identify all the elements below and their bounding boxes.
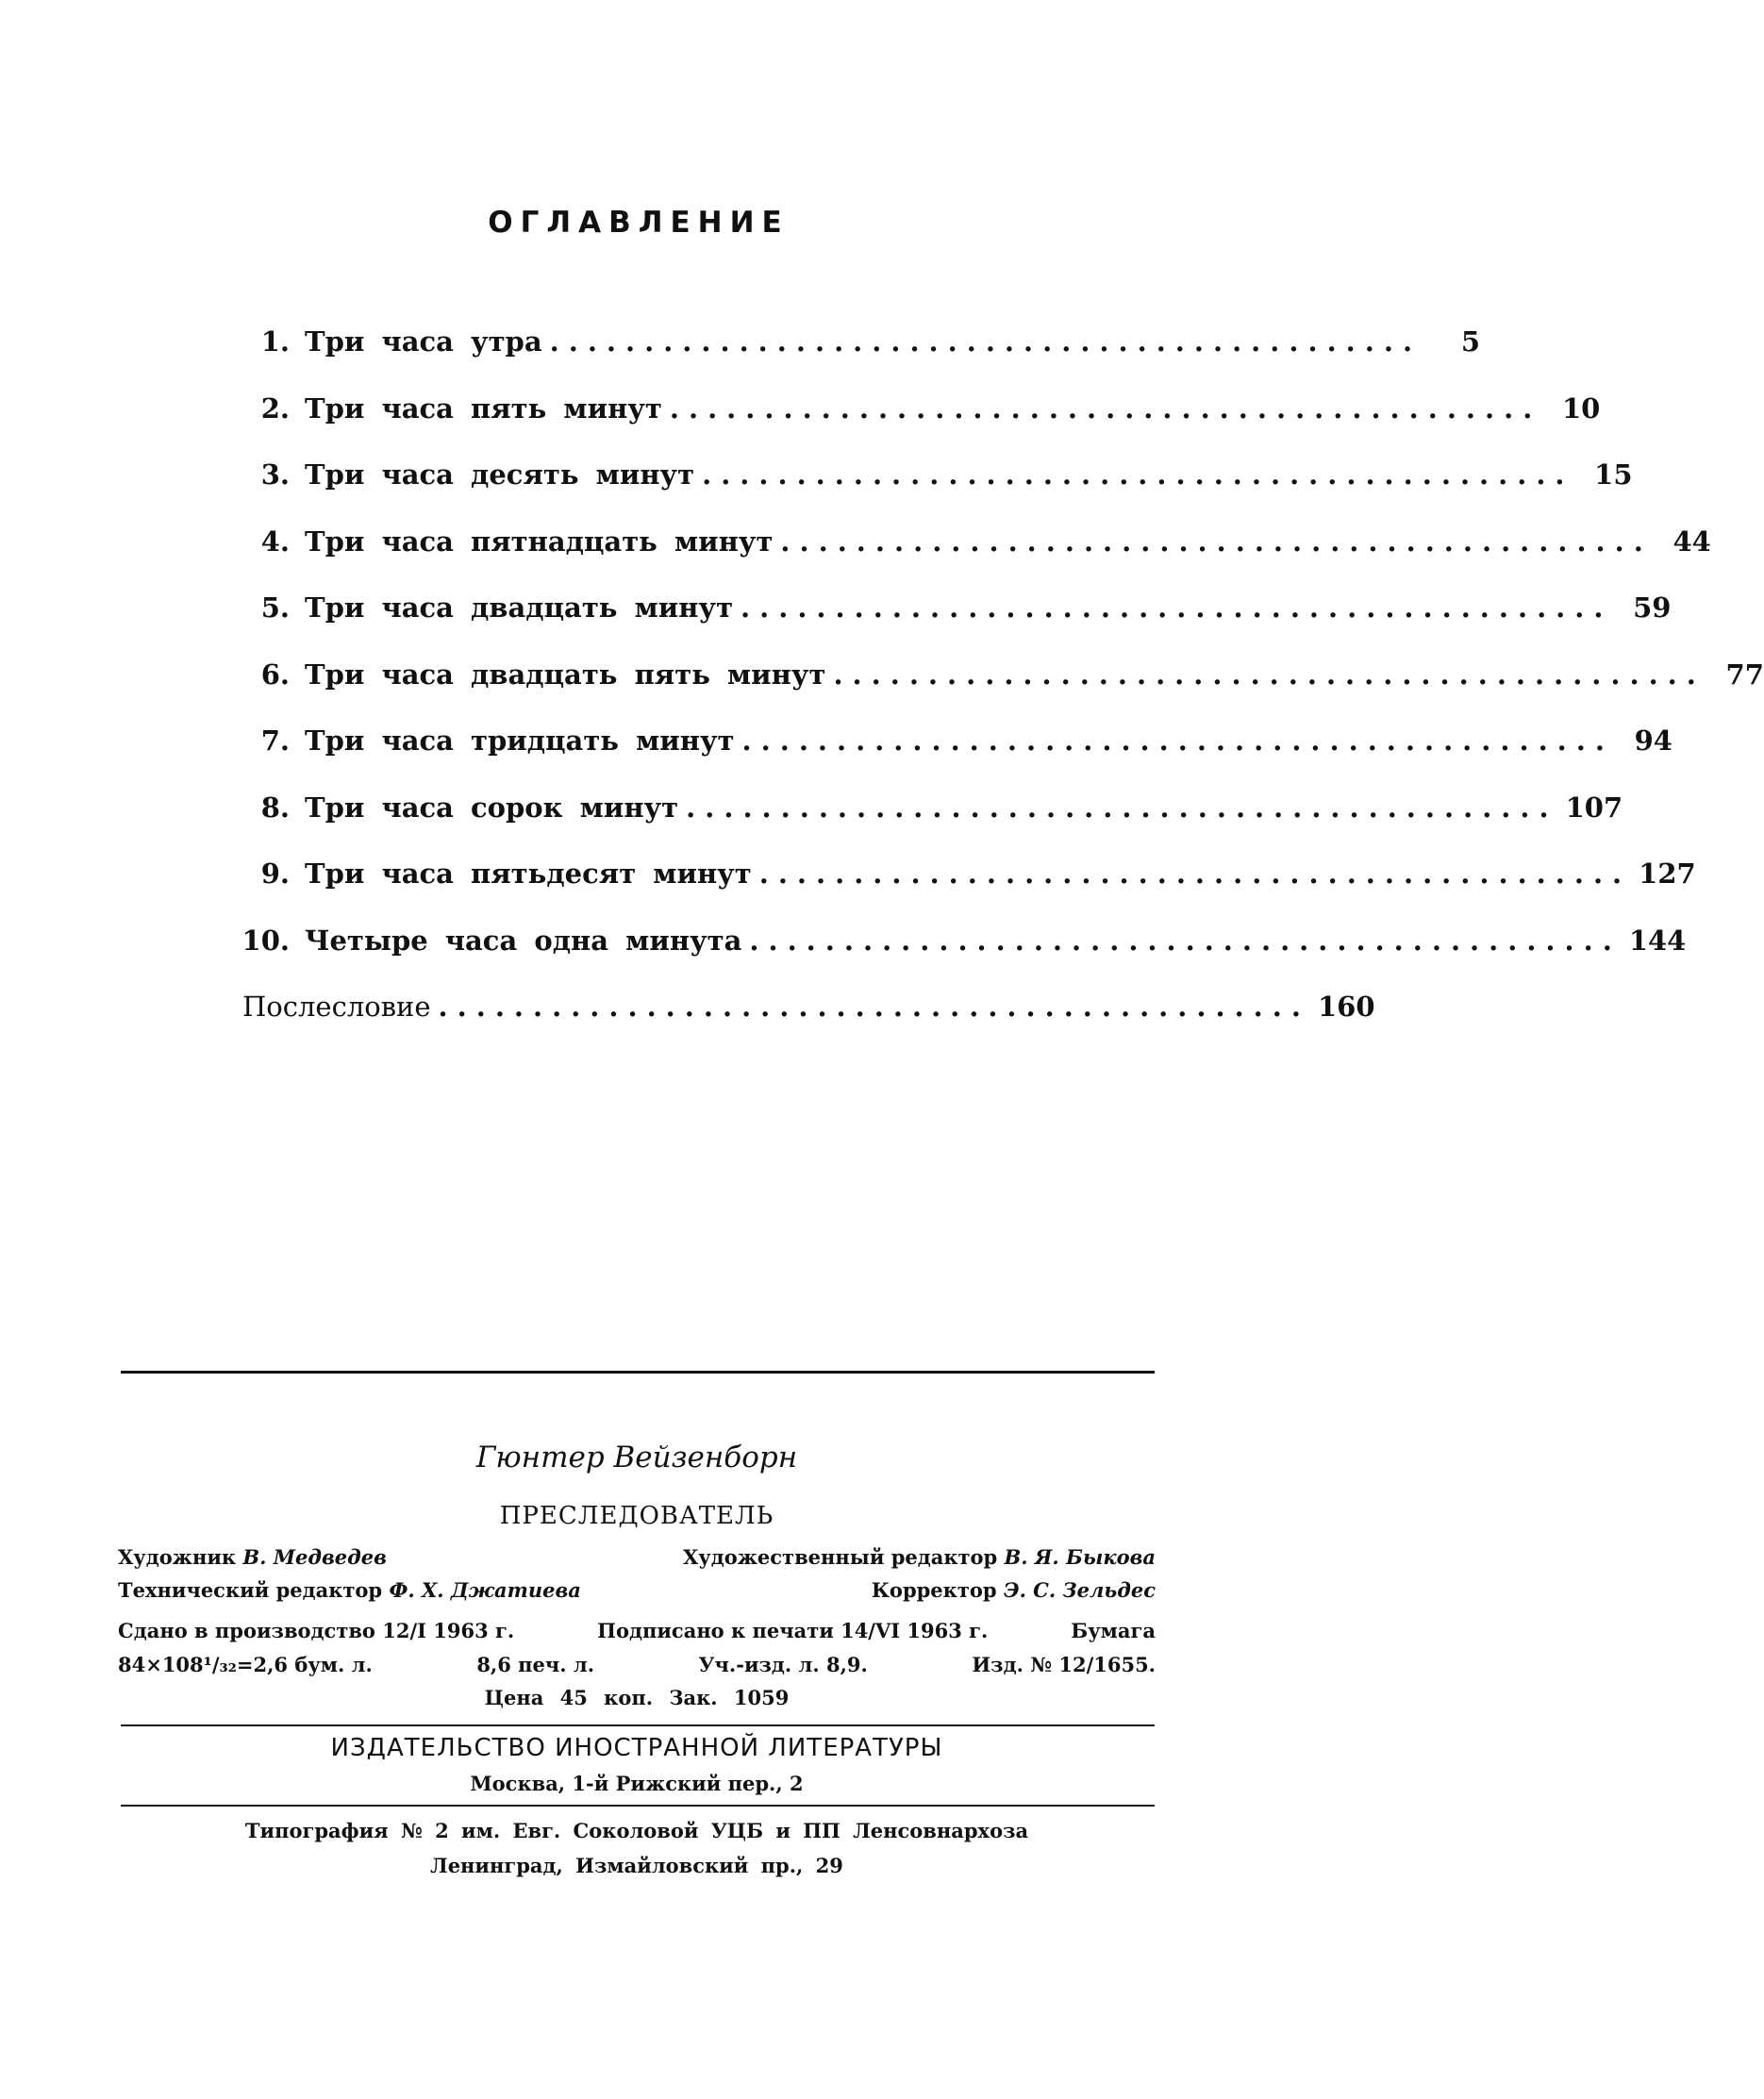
toc-entry-title: Послесловие (242, 991, 431, 1023)
artist-name: В. Медведев (242, 1545, 387, 1569)
toc-entry-page: 94 (1634, 725, 1672, 757)
toc-entry-number: 6. (260, 658, 290, 691)
toc-entry-title: Три часа тридцать минут (305, 725, 735, 757)
toc-entry-page: 77 (1725, 658, 1764, 691)
publisher-sheets: Уч.-изд. л. 8,9. (698, 1653, 868, 1676)
proofreader-label: Корректор (871, 1578, 997, 1602)
toc-entry[interactable] (239, 391, 1601, 459)
toc-entry[interactable] (239, 924, 1687, 991)
edition-number: Изд. № 12/1655. (972, 1653, 1156, 1676)
toc-entry-page: 44 (1672, 525, 1711, 558)
toc-entry-page: 15 (1594, 458, 1633, 491)
toc-entry-title: Четыре часа одна минута (305, 924, 742, 957)
toc-entry-page: 59 (1633, 591, 1672, 624)
toc-entry-number: 7. (260, 725, 290, 757)
toc-entry-number: 3. (260, 458, 290, 491)
toc-entry-title: Три часа сорок минут (305, 791, 679, 824)
toc-entry[interactable] (239, 725, 1672, 791)
submitted-date: Сдано в производство 12/I 1963 г. (118, 1619, 515, 1642)
divider-rule (121, 1805, 1155, 1807)
toc-entry-page: 107 (1565, 791, 1623, 824)
imprint-production-row (118, 1619, 1156, 1642)
signed-date: Подписано к печати 14/VI 1963 г. (597, 1619, 989, 1642)
art-editor-credit (683, 1545, 1156, 1569)
toc-leader-dots: .............................................. (669, 391, 1542, 425)
toc-entry-page: 127 (1639, 858, 1696, 890)
toc-entry-title: Три часа двадцать пять минут (305, 658, 826, 691)
printer-address: Ленинград, Измайловский пр., 29 (430, 1854, 843, 1877)
toc-entry-title: Три часа утра (305, 325, 542, 358)
toc-leader-dots: .............................................. (549, 325, 1423, 358)
toc-entry[interactable] (239, 325, 1481, 392)
price: Цена 45 коп. (484, 1686, 654, 1709)
toc-entry[interactable] (239, 658, 1764, 725)
toc-leader-dots: .............................................. (758, 858, 1632, 890)
toc-entry-page: 5 (1460, 325, 1481, 358)
toc-leader-dots: .............................................. (702, 458, 1574, 491)
publisher-name: ИЗДАТЕЛЬСТВО ИНОСТРАННОЙ ЛИТЕРАТУРЫ (330, 1734, 943, 1762)
format-info: 84×108¹/₃₂=2,6 бум. л. (118, 1653, 373, 1676)
artist-label: Художник (118, 1545, 237, 1569)
toc-entry-afterword[interactable] (239, 991, 1375, 1058)
art-editor-name: В. Я. Быкова (1004, 1545, 1156, 1569)
art-editor-label: Художественный редактор (682, 1545, 998, 1569)
toc-entry-title: Три часа пятьдесят минут (305, 858, 752, 890)
toc-entry[interactable] (239, 791, 1623, 858)
printer-line: Типография № 2 им. Евг. Соколовой УЦБ и ПП Ленсовнархоза (244, 1819, 1029, 1842)
toc-entry-page: 160 (1317, 991, 1375, 1023)
toc-entry-number: 8. (260, 791, 290, 824)
imprint-book-title: ПРЕСЛЕДОВАТЕЛЬ (499, 1502, 774, 1530)
imprint-author: Гюнтер Вейзенборн (475, 1441, 798, 1474)
tech-editor-credit (118, 1578, 581, 1602)
imprint-production-row (118, 1653, 1156, 1676)
toc-entry[interactable] (239, 591, 1672, 658)
divider-rule (121, 1724, 1155, 1726)
toc-entry-page: 10 (1561, 391, 1601, 425)
paper-label: Бумага (1071, 1619, 1156, 1642)
artist-credit (118, 1545, 387, 1569)
toc-entry-number: 2. (260, 391, 290, 425)
publisher-address: Москва, 1-й Рижский пер., 2 (470, 1772, 804, 1795)
toc-leader-dots: .............................................. (780, 525, 1653, 558)
toc-entry-number: 9. (260, 858, 290, 890)
print-sheets: 8,6 печ. л. (476, 1653, 594, 1676)
imprint-staff-row (118, 1545, 1156, 1569)
toc-heading: ОГЛАВЛЕНИЕ (488, 206, 790, 240)
toc-entry-number: 10. (241, 924, 290, 957)
toc-leader-dots: .............................................. (438, 991, 1310, 1023)
toc-entry[interactable] (239, 458, 1633, 525)
toc-entry-number: 5. (260, 591, 290, 624)
toc-leader-dots: .............................................. (741, 725, 1614, 757)
divider-rule (121, 1371, 1155, 1374)
toc-leader-dots: .............................................. (741, 591, 1613, 624)
toc-entry-title: Три часа пять минут (305, 391, 662, 425)
order-number: Зак. 1059 (669, 1686, 790, 1709)
toc-entry-title: Три часа пятнадцать минут (305, 525, 774, 558)
toc-entry-page: 144 (1628, 924, 1687, 957)
table-of-contents (239, 325, 1764, 1058)
tech-editor-name: Ф. Х. Джатиева (389, 1578, 581, 1602)
toc-leader-dots: .............................................. (749, 924, 1622, 957)
imprint-staff-row (118, 1578, 1156, 1602)
imprint-price-row (118, 1686, 1156, 1709)
proofreader-credit (872, 1578, 1156, 1602)
toc-entry-title: Три часа двадцать минут (305, 591, 734, 624)
toc-entry-number: 4. (260, 525, 290, 558)
toc-entry[interactable] (239, 858, 1696, 925)
tech-editor-label: Технический редактор (118, 1578, 383, 1602)
toc-entry-number: 1. (260, 325, 290, 358)
toc-leader-dots: .............................................. (686, 791, 1558, 824)
toc-leader-dots: .............................................. (833, 658, 1706, 691)
toc-entry-title: Три часа десять минут (305, 458, 695, 491)
toc-entry[interactable] (239, 525, 1711, 592)
proofreader-name: Э. С. Зельдес (1003, 1578, 1156, 1602)
